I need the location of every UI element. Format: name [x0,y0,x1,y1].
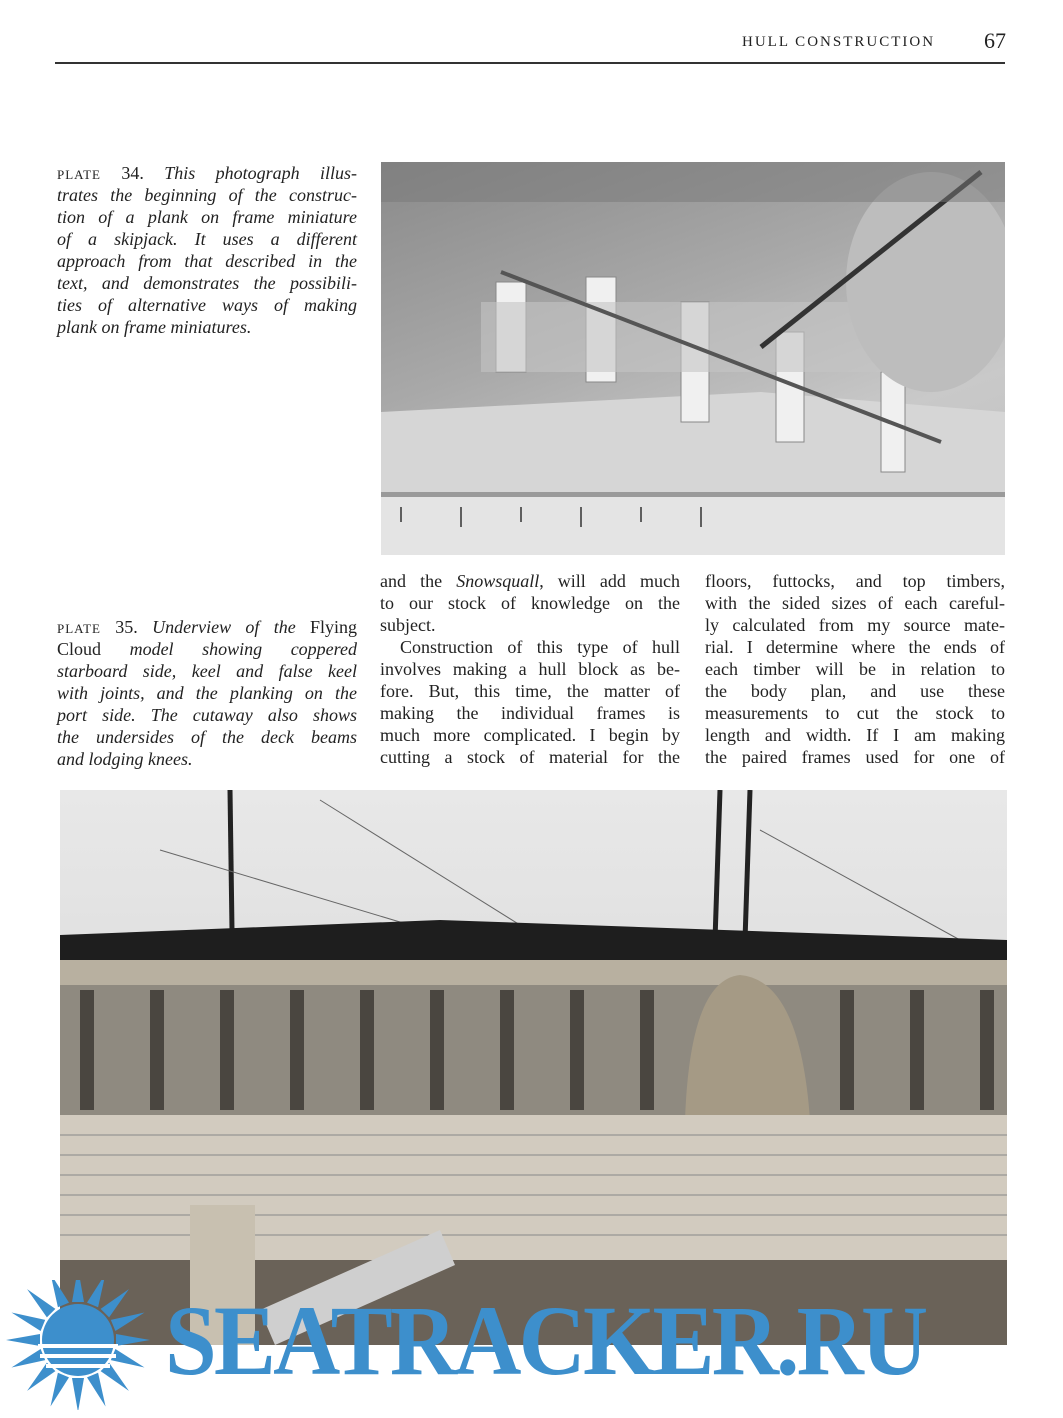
text-line [380,614,680,636]
body-column-1 [380,570,680,768]
text-segment: involves making a hull block as be- [380,659,680,679]
text-line [57,250,357,272]
text-segment: starboard side, keel and false keel [57,661,357,681]
text-line [57,726,357,748]
text-segment: floors, futtocks, and top timbers, [705,571,1005,591]
plate-34-photo-skipjack-frames [381,162,1005,555]
plate-label: PLATE [57,167,101,182]
text-segment: the paired frames used for one of [705,747,1005,767]
text-segment: each timber will be in relation to [705,659,1005,679]
text-segment: model showing coppered [101,639,357,659]
text-line [705,724,1005,746]
text-line [380,746,680,768]
text-line [57,616,357,638]
text-segment: to our stock of knowledge on the [380,593,680,613]
text-segment: fore. But, this time, the matter of [380,681,680,701]
text-line [380,570,680,592]
text-line [57,660,357,682]
text-line [57,228,357,250]
text-segment: much more complicated. I begin by [380,725,680,745]
text-line [705,680,1005,702]
text-segment: subject. [380,615,436,635]
text-line [57,162,357,184]
text-line [57,748,357,770]
text-segment: ly calculated from my source mate- [705,615,1005,635]
text-segment: Construction of this type of hull [400,637,680,657]
watermark [0,1280,1063,1410]
text-line [57,206,357,228]
text-segment: 35. [101,617,153,637]
page-number: 67 [984,28,1006,53]
text-segment: trates the beginning of the construc- [57,185,357,205]
text-segment: Snowsquall [456,571,540,591]
plate-35-photo-flying-cloud-model [60,790,1007,1345]
text-segment: measurements to cut the stock to [705,703,1005,723]
text-segment: Cloud [57,639,102,659]
text-segment: with the sided sizes of each careful- [705,593,1005,613]
text-line [57,294,357,316]
text-line [705,636,1005,658]
text-segment: with joints, and the planking on the [57,683,357,703]
text-line [57,184,357,206]
text-segment: the undersides of the deck beams [57,727,357,747]
text-segment: text, and demonstrates the possibili- [57,273,357,293]
text-line [57,638,357,660]
text-segment: plank on frame miniatures. [57,317,252,337]
text-segment: 34. [101,163,165,183]
text-segment: Underview of the [152,617,310,637]
text-segment: ties of alternative ways of making [57,295,357,315]
text-segment: length and width. If I am making [705,725,1005,745]
text-segment: and lodging knees. [57,749,193,769]
text-segment: port side. The cutaway also shows [57,705,357,725]
text-line [380,724,680,746]
text-line [705,702,1005,724]
body-column-2 [705,570,1005,768]
text-segment: cutting a stock of material for the [380,747,680,767]
text-segment: and the [380,571,457,591]
text-segment: rial. I determine where the ends of [705,637,1005,657]
text-segment: tion of a plank on frame miniature [57,207,357,227]
text-line [380,702,680,724]
text-segment: approach from that described in the [57,251,357,271]
text-line [57,704,357,726]
text-line [705,592,1005,614]
text-segment: making the individual frames is [380,703,680,723]
text-line [380,636,680,658]
text-line [705,746,1005,768]
plate-35-caption [57,616,357,770]
text-line [705,614,1005,636]
text-line [57,316,357,338]
plate-label: PLATE [57,621,101,636]
text-line [380,680,680,702]
text-line [380,658,680,680]
header-rule [55,62,1005,64]
text-line [57,272,357,294]
running-head: HULL CONSTRUCTION [742,34,936,50]
plate-34-caption [57,162,357,338]
text-line [380,592,680,614]
text-segment: , will add much [539,571,680,591]
text-line [705,658,1005,680]
text-segment: Flying [309,617,357,637]
text-line [705,570,1005,592]
text-line [57,682,357,704]
watermark-text: SEATRACKER.RU [165,1285,926,1396]
text-segment: of a skipjack. It uses a different [57,229,357,249]
text-segment: the body plan, and use these [705,681,1005,701]
text-segment: This photograph illus- [164,163,357,183]
